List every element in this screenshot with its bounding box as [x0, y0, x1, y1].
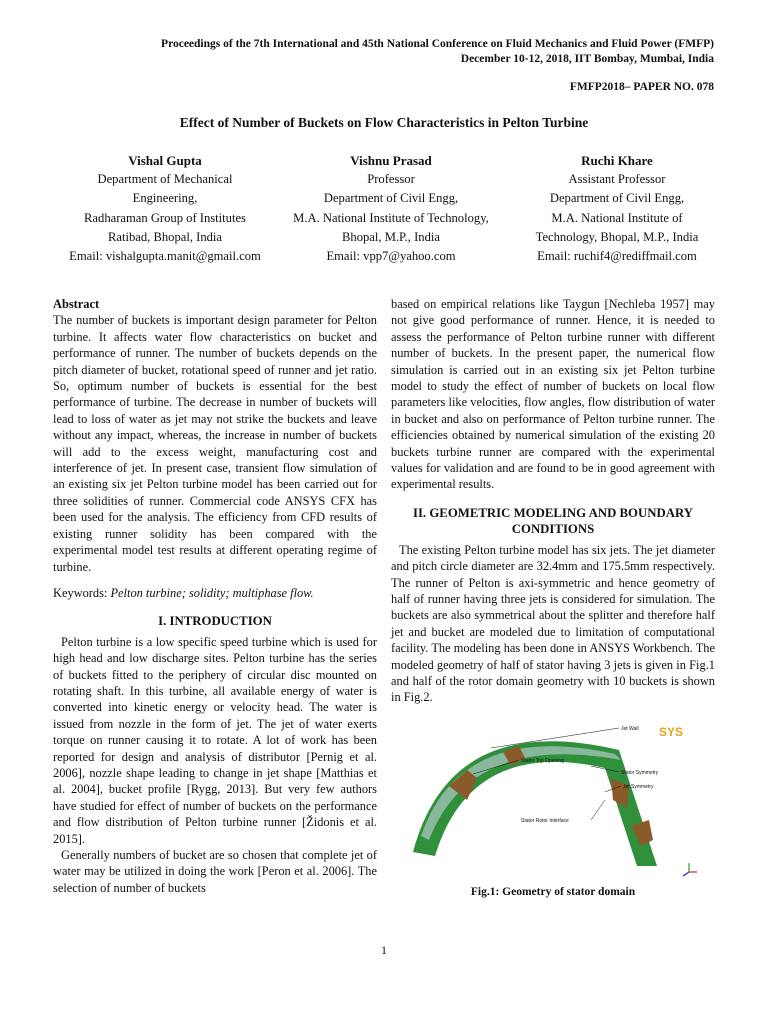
label-jet-wall: Jet Wall [621, 725, 639, 732]
author-affiliation-line: Engineering, [132, 191, 198, 206]
author-affiliation-line: Radharaman Group of Institutes [84, 210, 246, 225]
left-column [53, 296, 377, 896]
paragraph: The existing Pelton turbine model has six jets. The jet diameter and pitch circle diameter are 32.4mm and 175.5mm respectively. The runner of Pelton is axi-symmetric and hence geometry of half of runner having three jets is considered for simulation. The buckets are also symmetrical about the splitter and therefore half jet and bucket are modeled due to limitation of computational facility. The modeling has been done in ANSYS Workbench. The modeled geometry of half of stator having 3 jets is given in Fig.1 and half of the rotor domain geometry with 10 buckets is shown in Fig.2. [391, 542, 715, 705]
section-heading: I. INTRODUCTION [158, 614, 272, 629]
axis-triad-icon [683, 863, 697, 876]
author-affiliation-line: M.A. National Institute of Technology, [293, 210, 489, 225]
section-heading: II. GEOMETRIC MODELING AND BOUNDARY CONDITIONS [412, 505, 694, 537]
abstract-heading: Abstract [53, 297, 100, 311]
label-stator-symmetry: Stator Symmetry [621, 769, 659, 776]
author-affiliation-line: Assistant Professor [568, 172, 666, 187]
keywords [53, 585, 377, 601]
stator-domain-image [391, 716, 715, 878]
author-affiliation-line: Ratibad, Bhopal, India [107, 229, 223, 244]
right-column [391, 296, 715, 900]
author-name: Vishal Gupta [128, 153, 202, 168]
figure-caption: Fig.1: Geometry of stator domain [470, 885, 636, 898]
page-number: 1 [381, 943, 387, 957]
author-email: Email: vishalgupta.manit@gmail.com [69, 249, 261, 264]
figure-stator-geometry [391, 716, 715, 878]
label-stator-rotor-interface: Stator Rotor Interface [521, 817, 569, 824]
conference-date: December 10-12, 2018, IIT Bombay, Mumbai, India [460, 53, 714, 65]
ansys-logo: SYS [659, 724, 684, 739]
abstract-text: The number of buckets is important design parameter for Pelton turbine. It affects water flow characteristics on bucket and performance of runner. The number of buckets depends on the pitch diameter of bucket, rotational speed of runner and jet ratio. So, optimum number of buckets is essential for the best performance of turbine. The decrease in number of buckets will lead to loss of water as jet may not strike the buckets and leave without any impact, whereas, the increase in number of buckets will add to the excess weight, manufacturing cost and interference of jet. In present case, transient flow simulation of an existing six jet Pelton turbine model has been carried out for three solidities of runner. Commercial code ANSYS CFX has been used for the analysis. The efficiency from CFD results of existing runner solidity has been compared with the experimental model test results at different operating regime of turbine. [53, 313, 377, 574]
author-block [50, 151, 280, 266]
author-affiliation-line: Department of Civil Engg, [549, 191, 685, 206]
leader-interface [591, 800, 605, 820]
paragraph: based on empirical relations like Taygun [Nechleba 1957] may not give good performance of runner. Hence, it is needed to assess the performance of Pelton turbine runner with different number of buckets. In the present paper, the numerical flow simulation is carried out in an existing six jet Pelton turbine model to study the effect of number of buckets on local flow parameters like velocities, flow angles, flow distribution of water in bucket and also on performance of Pelton turbine runner. The efficiencies obtained by numerical simulation of the existing 20 buckets turbine runner are compared with the experimental values for validation and are found to be in good agreement with experimental results. [391, 297, 715, 492]
label-stator-top-opening: Stator Top Opening [521, 757, 564, 764]
author-email: Email: vpp7@yahoo.com [326, 249, 456, 264]
author-affiliation-line: Department of Mechanical [97, 172, 233, 187]
paper-number: FMFP2018– PAPER NO. 078 [569, 81, 714, 93]
author-affiliation-line: Professor [367, 172, 415, 187]
author-name: Vishnu Prasad [350, 153, 432, 168]
author-name: Ruchi Khare [581, 153, 653, 168]
author-affiliation-line: M.A. National Institute of [551, 210, 683, 225]
conference-title: Proceedings of the 7th International and 45th National Conference on Fluid Mechanics and Fluid Power (FMFP) [161, 38, 714, 50]
paper-title: Effect of Number of Buckets on Flow Characteristics in Pelton Turbine [179, 115, 589, 130]
author-block [276, 151, 506, 266]
author-affiliation-line: Bhopal, M.P., India [342, 229, 440, 244]
author-block [502, 151, 732, 266]
author-affiliation-line: Technology, Bhopal, M.P., India [535, 229, 699, 244]
author-affiliation-line: Department of Civil Engg, [323, 191, 459, 206]
author-email: Email: ruchif4@rediffmail.com [537, 249, 697, 264]
label-jet-symmetry: Jet Symmetry [623, 783, 654, 790]
keywords-label: Keywords: [53, 585, 111, 600]
paragraph: Generally numbers of bucket are so chosen that complete jet of water may be utilized in doing the work [Peron et al. 2006]. The selection of number of buckets [53, 848, 377, 895]
keywords-value: Pelton turbine; solidity; multiphase flow. [110, 585, 314, 600]
paragraph: Pelton turbine is a low specific speed turbine which is used for high head and low discharge sites. Pelton turbine has the series of buckets fitted to the periphery of circular disc mounted on rotating shaft. In this turbine, all available energy of water is converted into kinetic energy or velocity head. The water is issued from nozzle in the form of jet. The jet of water exerts torque on runner causing it to rotate. A lot of work has been reported for design and analysis of distributor [Pernig et al. 2006], nozzle shape leading to change in jet shape [Matthias et al. 2004], bucket profile [Rygg, 2013]. But very few authors have studied for effect of number of buckets on the performance and flow distribution of Pelton turbine runner [Židonis et al. 2015]. [53, 634, 377, 846]
